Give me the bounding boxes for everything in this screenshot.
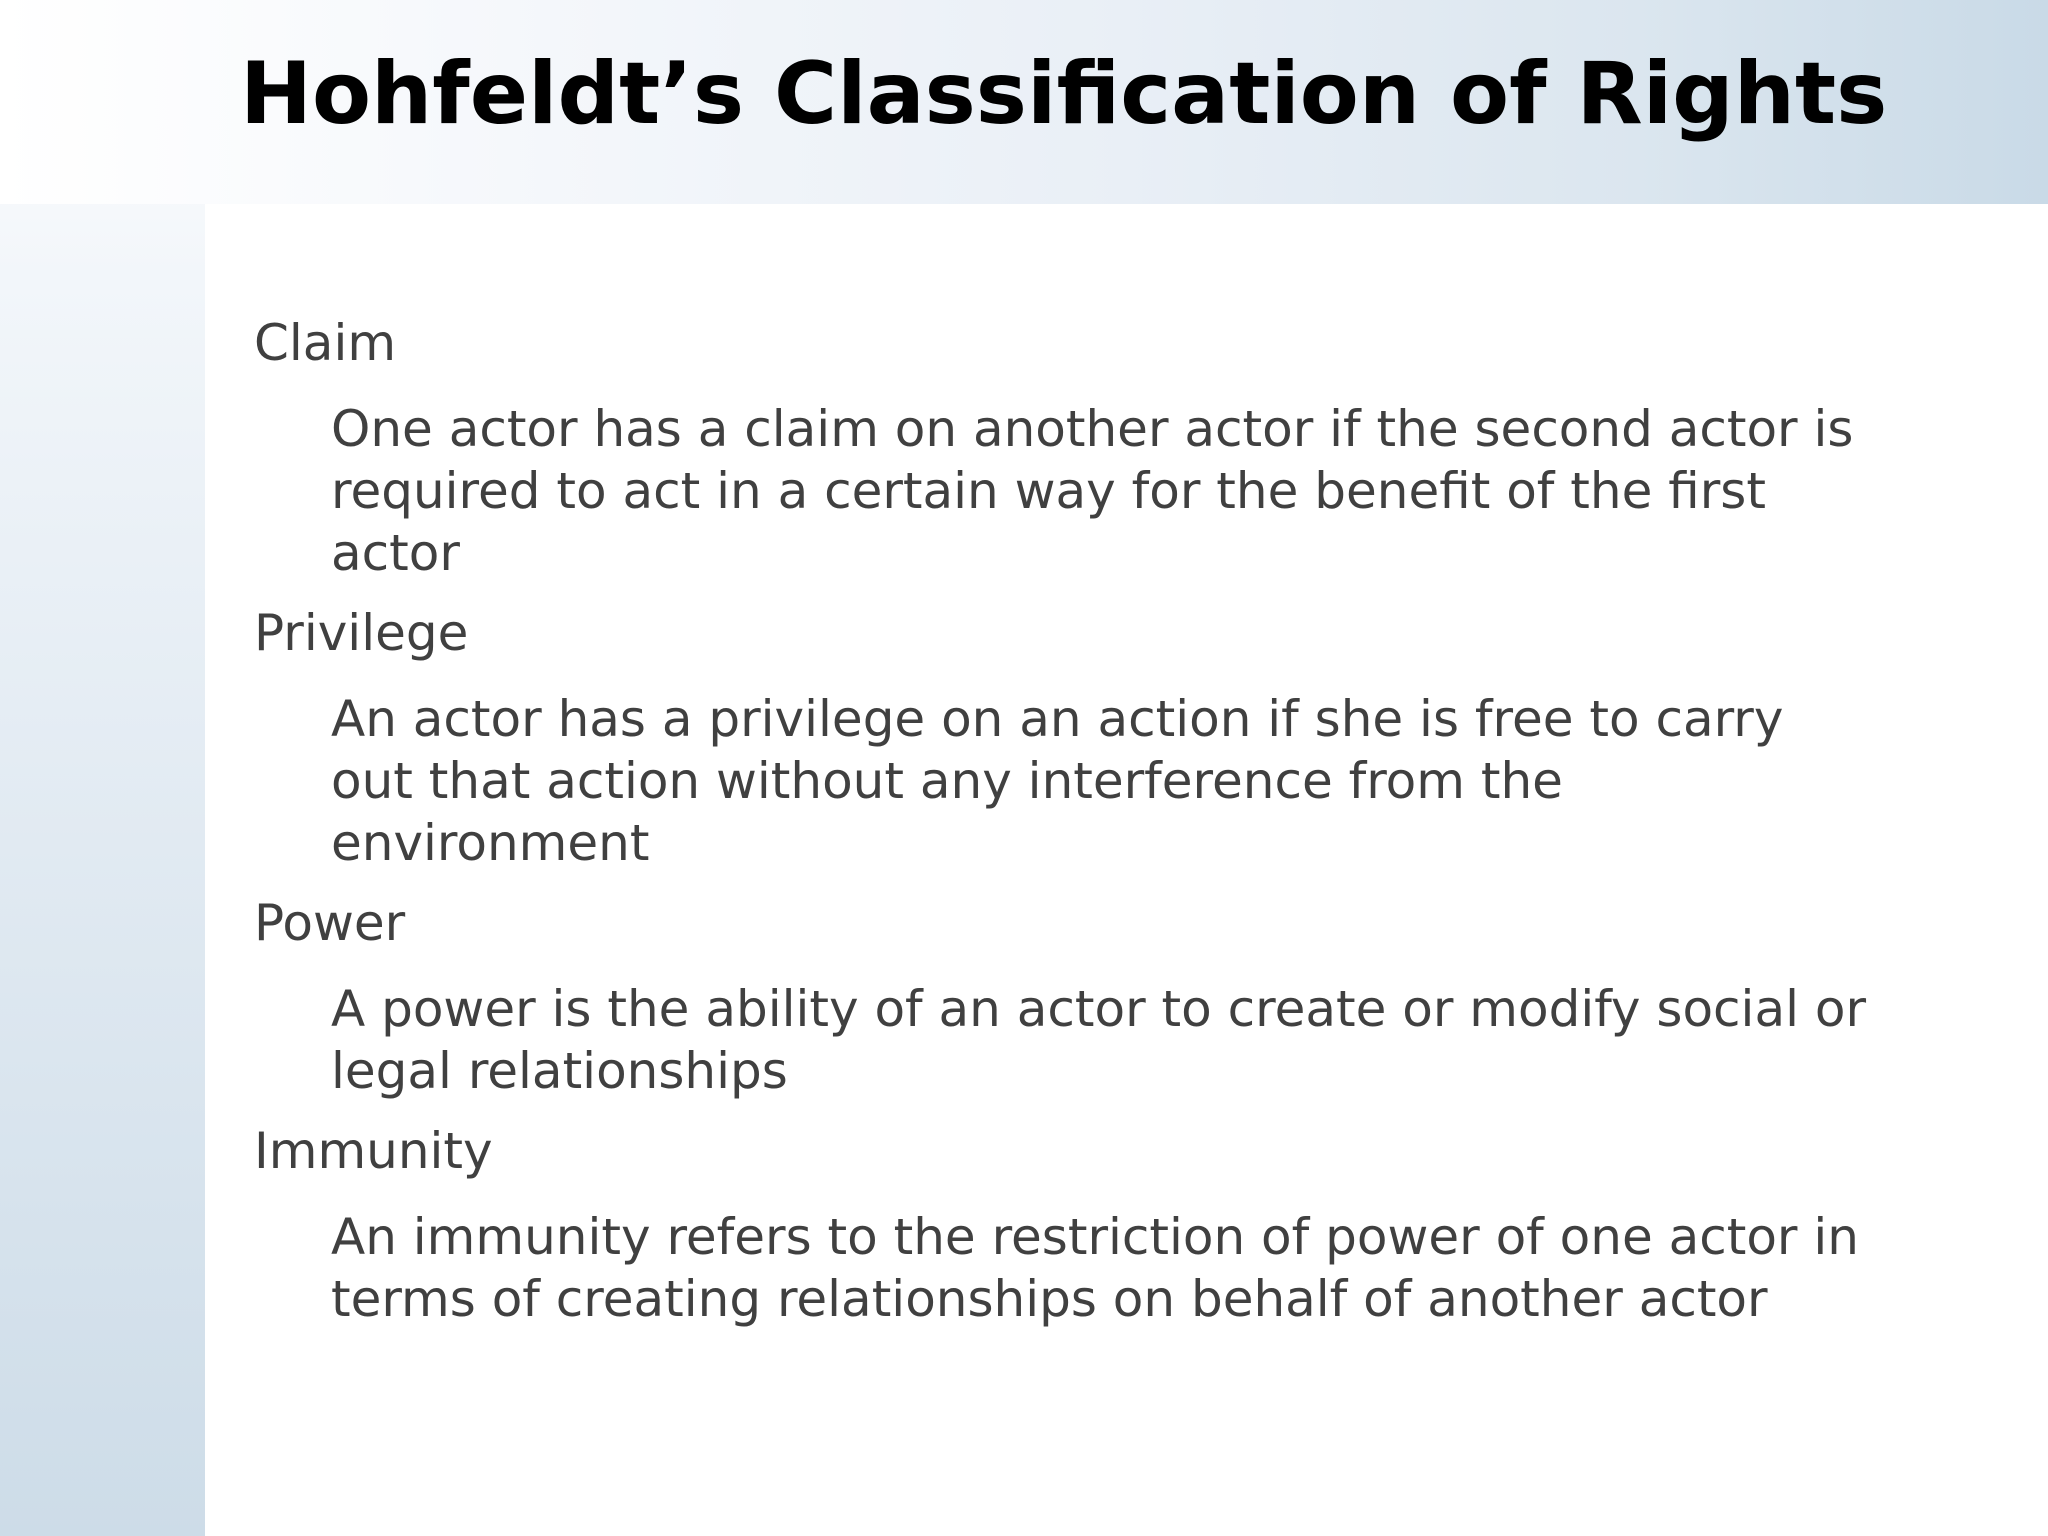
- rights-list: [254, 300, 1874, 1348]
- definition-claim: One actor has a claim on another actor if the second actor is required to act in a certain way for the benefit of the first actor: [331, 400, 1854, 582]
- term-privilege: Privilege: [254, 604, 469, 662]
- term-immunity: Immunity: [254, 1122, 493, 1180]
- term-claim: Claim: [254, 314, 397, 372]
- slide-title: Hohfeldt’s Classification of Rights: [240, 44, 1888, 144]
- list-item-privilege: [254, 602, 1874, 874]
- list-item-power: [254, 892, 1874, 1102]
- definition-power: A power is the ability of an actor to create or modify social or legal relationships: [331, 980, 1867, 1100]
- definition-immunity: An immunity refers to the restriction of power of one actor in terms of creating relationships on behalf of another actor: [331, 1208, 1859, 1328]
- list-item-claim: [254, 312, 1874, 584]
- definition-privilege: An actor has a privilege on an action if she is free to carry out that action without any interference from the environment: [331, 690, 1784, 872]
- left-gradient-band: [0, 0, 205, 1536]
- list-item-immunity: [254, 1120, 1874, 1330]
- term-power: Power: [254, 894, 406, 952]
